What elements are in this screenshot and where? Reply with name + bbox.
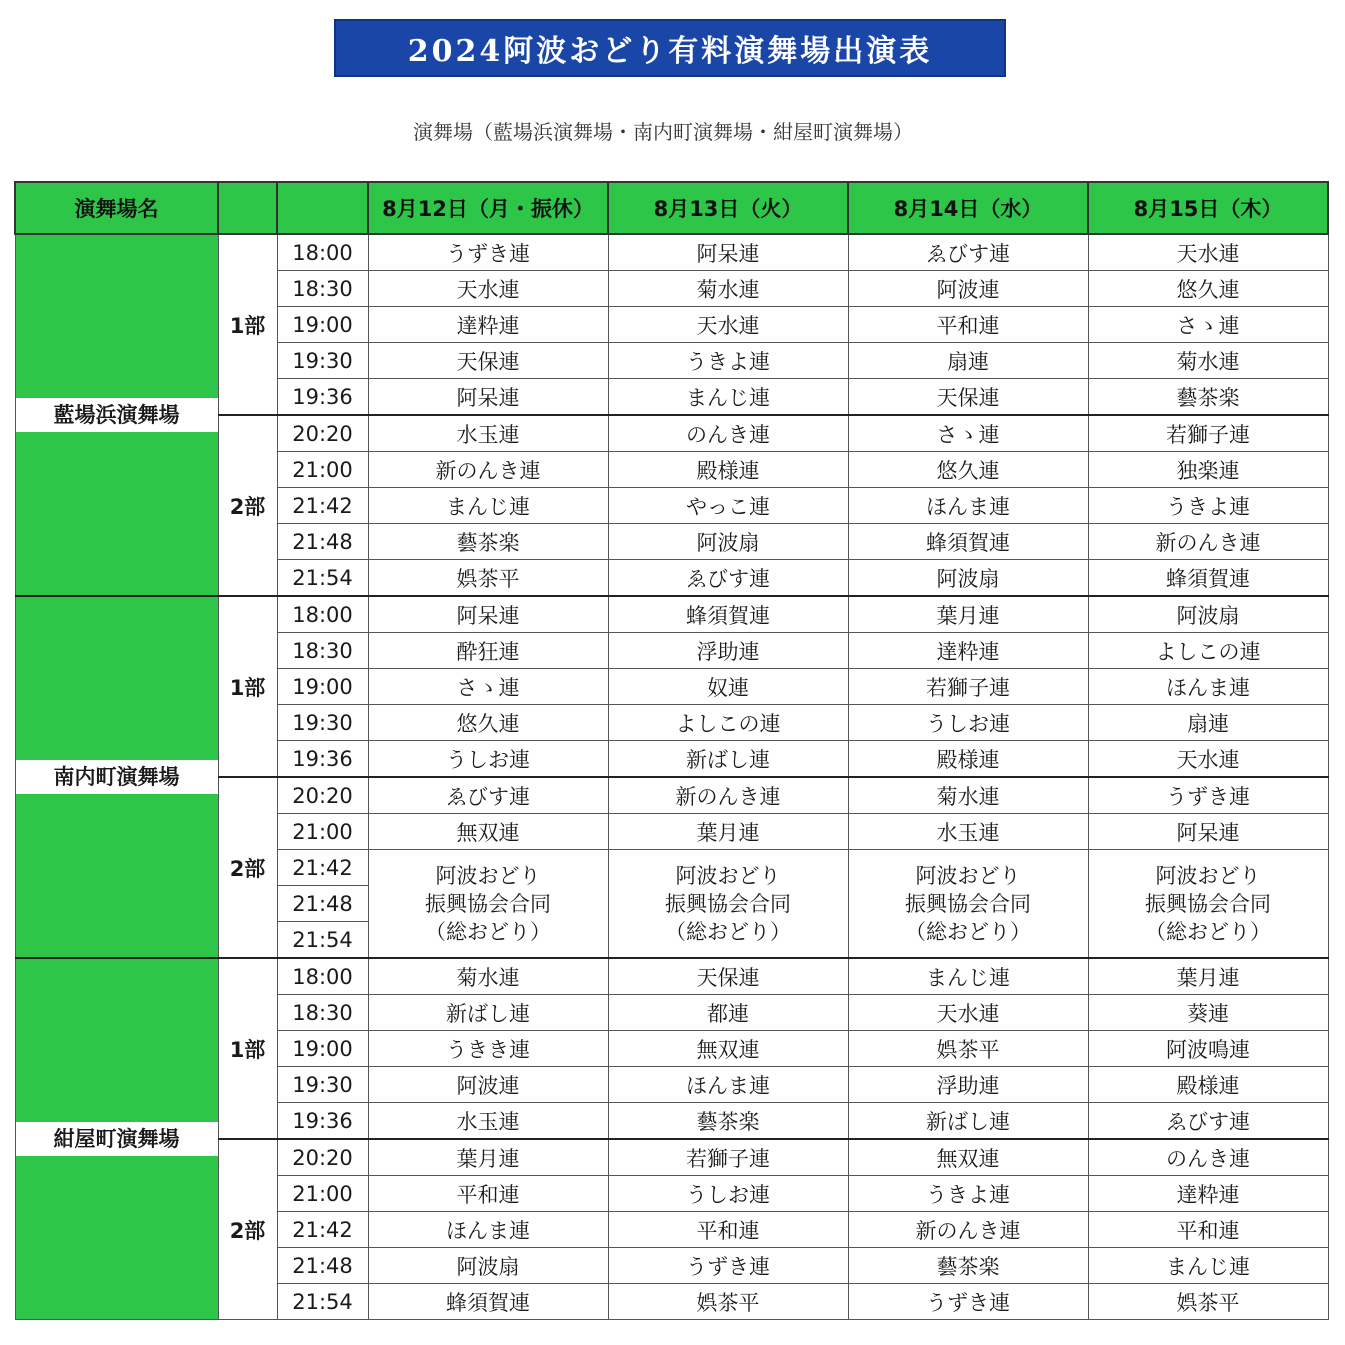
performer-cell: 天水連 [368,271,608,307]
performer-cell: 都連 [608,995,848,1031]
venue-cell [15,958,218,1320]
performer-cell: 藝茶楽 [848,1248,1088,1284]
time-cell: 18:30 [277,995,368,1031]
performer-cell: 達粋連 [368,307,608,343]
performer-cell: 娯茶平 [608,1284,848,1320]
performer-cell: ゑびす連 [1088,1103,1328,1140]
performer-cell: 達粋連 [848,633,1088,669]
performer-cell: 菊水連 [1088,343,1328,379]
performer-cell: 阿波扇 [848,560,1088,597]
performer-cell: うきよ連 [608,343,848,379]
time-cell: 19:36 [277,741,368,778]
performer-cell: 扇連 [1088,705,1328,741]
performer-cell: うしお連 [848,705,1088,741]
part-label: 2部 [218,1139,277,1320]
time-cell: 20:20 [277,415,368,452]
performer-cell: 新ばし連 [608,741,848,778]
performer-cell: ほんま連 [608,1067,848,1103]
performer-cell: 独楽連 [1088,452,1328,488]
performer-cell: さゝ連 [848,415,1088,452]
performer-cell: ゑびす連 [608,560,848,597]
time-cell: 18:00 [277,958,368,995]
performer-cell: 無双連 [848,1139,1088,1176]
performer-cell: うきよ連 [848,1176,1088,1212]
joint-performance-text: （総おどり） [905,919,1031,944]
performer-cell: 天保連 [608,958,848,995]
page-title: 2024阿波おどり有料演舞場出演表 [334,19,1006,77]
time-cell: 19:00 [277,307,368,343]
time-cell: 18:00 [277,234,368,271]
time-cell: 19:30 [277,1067,368,1103]
performer-cell: よしこの連 [608,705,848,741]
time-cell: 21:48 [277,524,368,560]
performer-cell: 蜂須賀連 [848,524,1088,560]
performer-cell: 葉月連 [1088,958,1328,995]
performer-cell: 平和連 [848,307,1088,343]
time-cell: 19:36 [277,379,368,416]
performer-cell: 悠久連 [368,705,608,741]
joint-performance-text: （総おどり） [665,919,791,944]
time-cell: 21:54 [277,922,368,959]
part-label: 2部 [218,777,277,958]
performer-cell: 藝茶楽 [368,524,608,560]
performer-cell: 新のんき連 [608,777,848,814]
time-cell: 19:30 [277,343,368,379]
time-cell: 18:00 [277,596,368,633]
performer-cell: 若獅子連 [608,1139,848,1176]
day-header-aug13: 8月13日（火） [608,182,848,234]
performer-cell: 阿呆連 [368,379,608,416]
joint-performance-cell [848,850,1088,959]
performer-cell: 天水連 [1088,741,1328,778]
performer-cell: 平和連 [608,1212,848,1248]
venue-name: 紺屋町演舞場 [16,1122,218,1156]
performer-cell: 阿呆連 [368,596,608,633]
time-cell: 19:30 [277,705,368,741]
performer-cell: さゝ連 [1088,307,1328,343]
joint-performance-text: 振興協会合同 [425,891,551,916]
time-cell: 20:20 [277,777,368,814]
performer-cell: 若獅子連 [1088,415,1328,452]
time-cell: 21:00 [277,452,368,488]
performer-cell: まんじ連 [1088,1248,1328,1284]
joint-performance-text: 振興協会合同 [1145,891,1271,916]
performer-cell: のんき連 [608,415,848,452]
part-header [218,182,277,234]
performer-cell: 阿呆連 [1088,814,1328,850]
time-cell: 19:00 [277,1031,368,1067]
part-label: 1部 [218,596,277,777]
performer-cell: うしお連 [368,741,608,778]
time-cell: 21:00 [277,814,368,850]
time-cell: 21:54 [277,1284,368,1320]
performer-cell: 阿波扇 [368,1248,608,1284]
performer-cell: 無双連 [608,1031,848,1067]
performer-cell: さゝ連 [368,669,608,705]
performer-cell: 菊水連 [608,271,848,307]
performer-cell: 藝茶楽 [608,1103,848,1140]
performer-cell: 悠久連 [848,452,1088,488]
performer-cell: うきき連 [368,1031,608,1067]
performer-cell: 葉月連 [368,1139,608,1176]
performer-cell: 新ばし連 [848,1103,1088,1140]
time-cell: 21:42 [277,850,368,886]
performer-cell: 浮助連 [608,633,848,669]
venue-cell [15,596,218,958]
table-row [15,234,1328,271]
performer-cell: 阿波扇 [608,524,848,560]
time-cell: 19:00 [277,669,368,705]
performer-cell: 平和連 [368,1176,608,1212]
performer-cell: 阿波鳴連 [1088,1031,1328,1067]
performer-cell: うずき連 [848,1284,1088,1320]
venue-cell [15,234,218,596]
performer-cell: 天水連 [848,995,1088,1031]
performer-cell: 若獅子連 [848,669,1088,705]
time-cell: 21:42 [277,488,368,524]
time-header [277,182,368,234]
performer-cell: 蜂須賀連 [608,596,848,633]
joint-performance-text: 阿波おどり [435,863,541,888]
performer-cell: よしこの連 [1088,633,1328,669]
joint-performance-cell [608,850,848,959]
performer-cell: 天保連 [848,379,1088,416]
performer-cell: 新のんき連 [848,1212,1088,1248]
time-cell: 21:42 [277,1212,368,1248]
performer-cell: 蜂須賀連 [368,1284,608,1320]
performer-cell: 葉月連 [848,596,1088,633]
performer-cell: まんじ連 [608,379,848,416]
venue-header: 演舞場名 [15,182,218,234]
time-cell: 21:00 [277,1176,368,1212]
performer-cell: まんじ連 [368,488,608,524]
header-row [15,182,1328,234]
joint-performance-text: 振興協会合同 [905,891,1031,916]
performer-cell: 無双連 [368,814,608,850]
part-label: 2部 [218,415,277,596]
time-cell: 19:36 [277,1103,368,1140]
time-cell: 21:48 [277,886,368,922]
performer-cell: 菊水連 [368,958,608,995]
performer-cell: 葉月連 [608,814,848,850]
performer-cell: ほんま連 [1088,669,1328,705]
schedule-body [15,234,1328,1320]
performer-cell: 娯茶平 [1088,1284,1328,1320]
joint-performance-text: 阿波おどり [915,863,1021,888]
time-cell: 21:48 [277,1248,368,1284]
performer-cell: 菊水連 [848,777,1088,814]
venue-name: 藍場浜演舞場 [16,398,218,432]
performer-cell: まんじ連 [848,958,1088,995]
performer-cell: 水玉連 [368,1103,608,1140]
performer-cell: 天水連 [608,307,848,343]
schedule-table [14,181,1329,1320]
performer-cell: 殿様連 [608,452,848,488]
performer-cell: 藝茶楽 [1088,379,1328,416]
joint-performance-cell [1088,850,1328,959]
performer-cell: 娯茶平 [848,1031,1088,1067]
joint-performance-text: （総おどり） [1145,919,1271,944]
day-header-aug14: 8月14日（水） [848,182,1088,234]
performer-cell: うずき連 [1088,777,1328,814]
performer-cell: うずき連 [368,234,608,271]
time-cell: 21:54 [277,560,368,597]
performer-cell: 浮助連 [848,1067,1088,1103]
performer-cell: 阿呆連 [608,234,848,271]
day-header-aug15: 8月15日（木） [1088,182,1328,234]
venue-name: 南内町演舞場 [16,760,218,794]
performer-cell: うしお連 [608,1176,848,1212]
performer-cell: 悠久連 [1088,271,1328,307]
performer-cell: やっこ連 [608,488,848,524]
time-cell: 18:30 [277,271,368,307]
table-row [15,958,1328,995]
performer-cell: 阿波連 [848,271,1088,307]
performer-cell: 殿様連 [848,741,1088,778]
performer-cell: 奴連 [608,669,848,705]
performer-cell: 達粋連 [1088,1176,1328,1212]
performer-cell: 天保連 [368,343,608,379]
performer-cell: 葵連 [1088,995,1328,1031]
joint-performance-text: 阿波おどり [1155,863,1261,888]
performer-cell: 新ばし連 [368,995,608,1031]
performer-cell: ほんま連 [848,488,1088,524]
performer-cell: 酔狂連 [368,633,608,669]
performer-cell: 水玉連 [848,814,1088,850]
joint-performance-cell [368,850,608,959]
performer-cell: 新のんき連 [368,452,608,488]
performer-cell: 娯茶平 [368,560,608,597]
performer-cell: うきよ連 [1088,488,1328,524]
performer-cell: 水玉連 [368,415,608,452]
time-cell: 18:30 [277,633,368,669]
time-cell: 20:20 [277,1139,368,1176]
performer-cell: 阿波連 [368,1067,608,1103]
performer-cell: のんき連 [1088,1139,1328,1176]
performer-cell: ゑびす連 [368,777,608,814]
performer-cell: 新のんき連 [1088,524,1328,560]
performer-cell: うずき連 [608,1248,848,1284]
performer-cell: 阿波扇 [1088,596,1328,633]
performer-cell: 蜂須賀連 [1088,560,1328,597]
joint-performance-text: 阿波おどり [675,863,781,888]
joint-performance-text: 振興協会合同 [665,891,791,916]
part-label: 1部 [218,958,277,1139]
performer-cell: ゑびす連 [848,234,1088,271]
part-label: 1部 [218,234,277,415]
performer-cell: 天水連 [1088,234,1328,271]
performer-cell: 殿様連 [1088,1067,1328,1103]
performer-cell: 扇連 [848,343,1088,379]
performer-cell: 平和連 [1088,1212,1328,1248]
joint-performance-text: （総おどり） [425,919,551,944]
page-subtitle: 演舞場（藍場浜演舞場・南内町演舞場・紺屋町演舞場） [413,120,913,144]
performer-cell: ほんま連 [368,1212,608,1248]
table-row [15,596,1328,633]
day-header-aug12: 8月12日（月・振休） [368,182,608,234]
